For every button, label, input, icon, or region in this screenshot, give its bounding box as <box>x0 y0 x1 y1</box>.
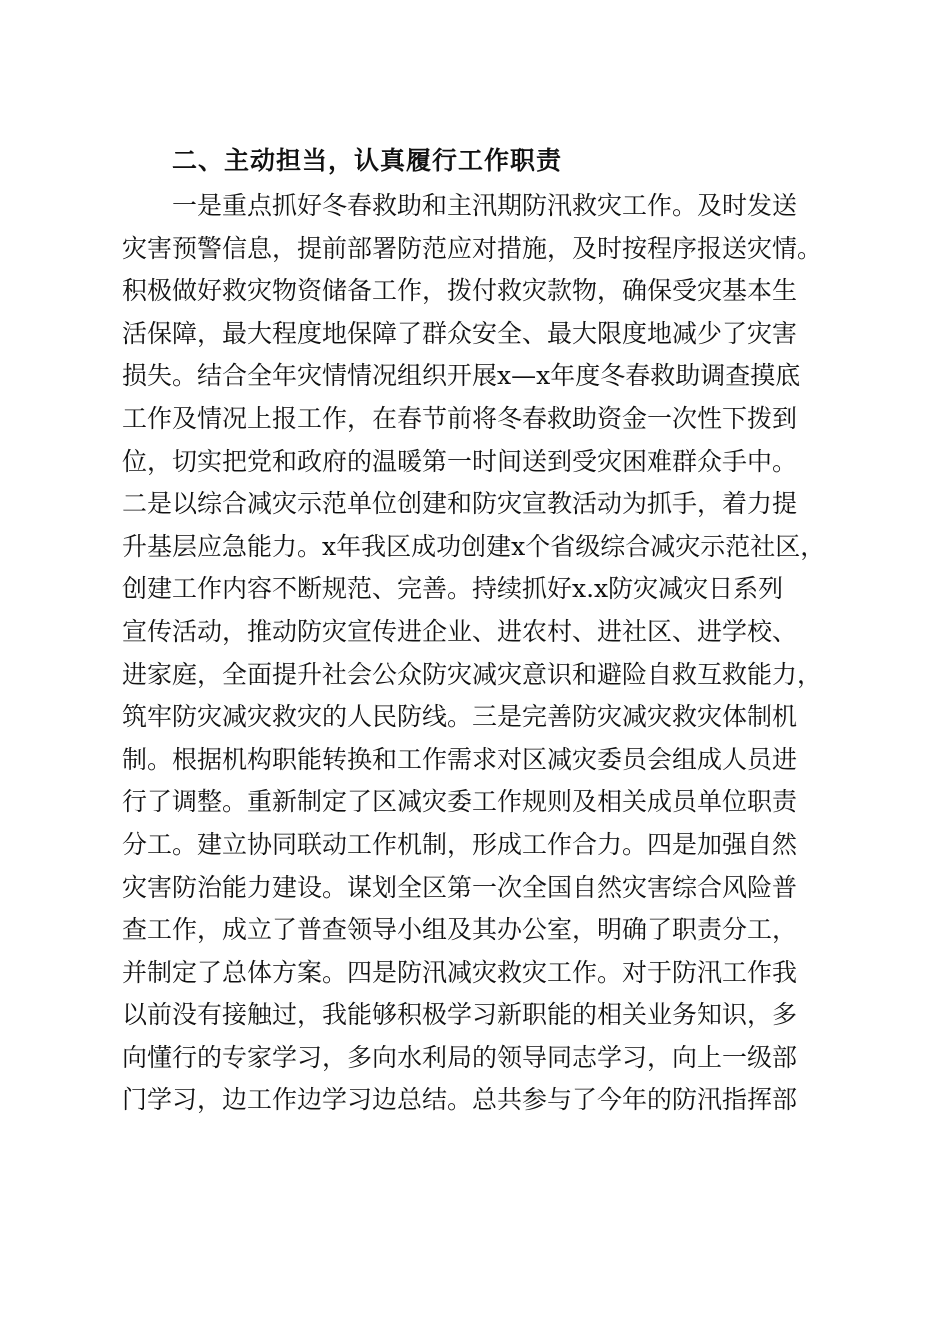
text-line: 行了调整。重新制定了区减灾委工作规则及相关成员单位职责 <box>122 787 798 817</box>
text-line: 以前没有接触过，我能够积极学习新职能的相关业务知识，多 <box>122 1000 798 1030</box>
text-line: 损失。结合全年灾情情况组织开展x—x年度冬春救助调查摸底 <box>122 361 801 391</box>
text-line: 灾害防治能力建设。谋划全区第一次全国自然灾害综合风险普 <box>122 872 798 902</box>
text-line: 二是以综合减灾示范单位创建和防灾宣教活动为抓手，着力提 <box>122 489 798 519</box>
body-paragraph <box>122 185 842 1122</box>
text-line: 一是重点抓好冬春救助和主汛期防汛救灾工作。及时发送 <box>172 191 798 220</box>
section-heading: 二、主动担当，认真履行工作职责 <box>172 146 563 175</box>
text-line: 分工。建立协同联动工作机制，形成工作合力。四是加强自然 <box>122 829 798 859</box>
text-line: 进家庭，全面提升社会公众防灾减灾意识和避险自救互救能力， <box>122 659 823 689</box>
text-line: 宣传活动，推动防灾宣传进企业、进农村、进社区、进学校、 <box>122 616 798 646</box>
text-line: 升基层应急能力。x年我区成功创建x个省级综合减灾示范社区， <box>122 531 826 561</box>
text-line: 筑牢防灾减灾救灾的人民防线。三是完善防灾减灾救灾体制机 <box>122 702 798 732</box>
text-line: 积极做好救灾物资储备工作，拨付救灾款物，确保受灾基本生 <box>122 276 798 306</box>
text-line: 制。根据机构职能转换和工作需求对区减灾委员会组成人员进 <box>122 744 798 774</box>
text-line: 并制定了总体方案。四是防汛减灾救灾工作。对于防汛工作我 <box>122 957 798 987</box>
text-line: 工作及情况上报工作，在春节前将冬春救助资金一次性下拨到 <box>122 403 798 433</box>
text-line: 活保障，最大程度地保障了群众安全、最大限度地减少了灾害 <box>122 318 798 348</box>
text-line: 灾害预警信息，提前部署防范应对措施，及时按程序报送灾情。 <box>122 233 823 263</box>
text-line: 门学习，边工作边学习边总结。总共参与了今年的防汛指挥部 <box>122 1085 798 1115</box>
text-line: 查工作，成立了普查领导小组及其办公室，明确了职责分工， <box>122 915 798 945</box>
text-line: 创建工作内容不断规范、完善。持续抓好x.x防灾减灾日系列 <box>122 574 784 604</box>
text-line: 向懂行的专家学习，多向水利局的领导同志学习，向上一级部 <box>122 1042 798 1072</box>
text-line: 位，切实把党和政府的温暖第一时间送到受灾困难群众手中。 <box>122 446 798 476</box>
